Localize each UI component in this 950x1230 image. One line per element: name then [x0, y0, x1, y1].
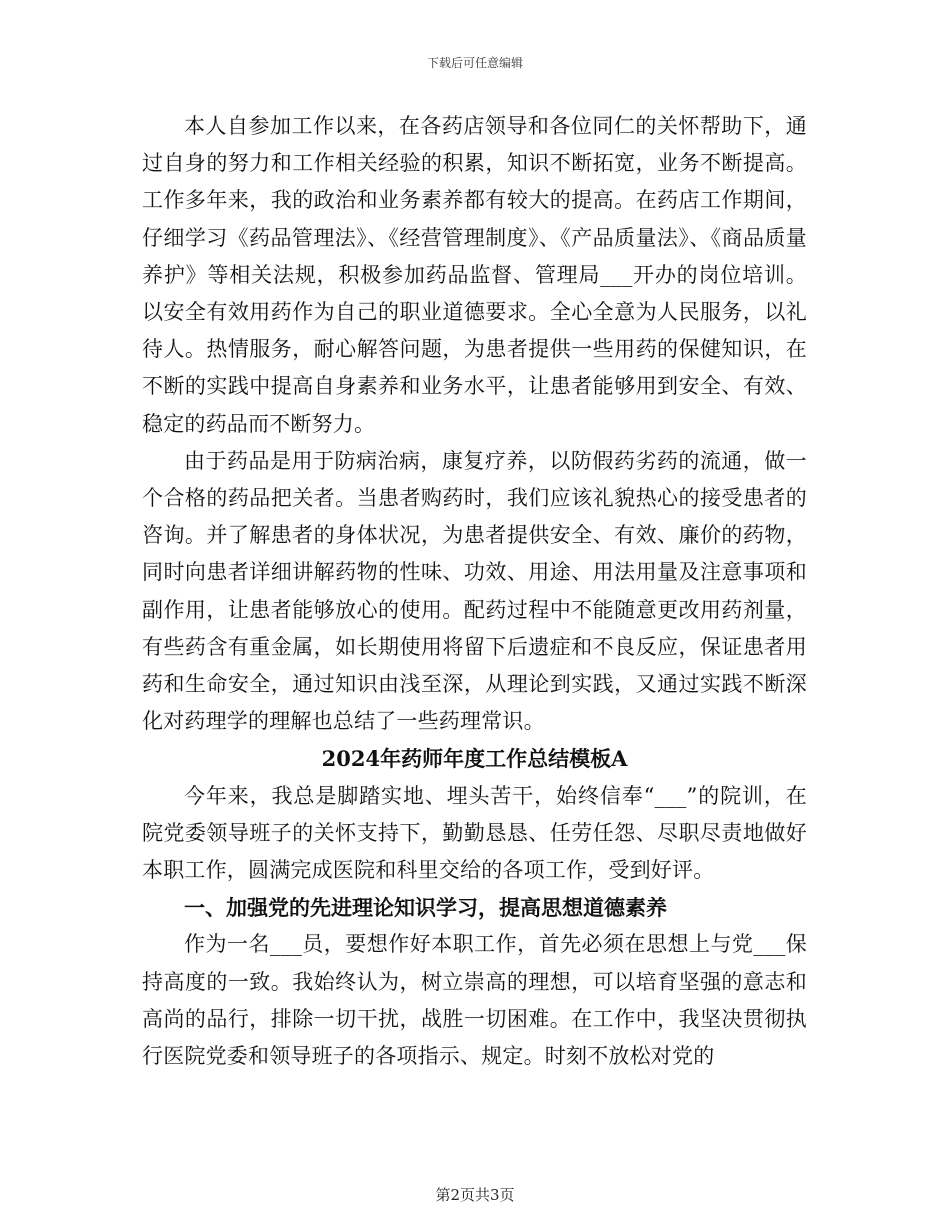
page-header-note: 下载后可任意编辑 — [426, 56, 523, 70]
paragraph-1: 本人自参加工作以来，在各药店领导和各位同仁的关怀帮助下，通过自身的努力和工作相关经验的积累，知识不断拓宽，业务不断提高。工作多年来，我的政治和业务素养都有较大的提高。在药店工作期间，仔细学习《药品管理法》、《经营管理制度》、《产品质量法》、《商品质量养护》等相关法规，积极参加药品监督、管理局___开办的岗位培训。以安全有效用药作为自己的职业道德要求。全心全意为人民服务，以礼待人。热情服务，耐心解答问题，为患者提供一些用药的保健知识，在不断的实践中提高自身素养和业务水平，让患者能够用到安全、有效、稳定的药品而不断努力。 — [142, 114, 807, 436]
document-title: 2024年药师年度工作总结模板A — [321, 746, 628, 772]
section-heading-1: 一、加强党的先进理论知识学习，提高思想道德素养 — [184, 895, 667, 921]
paragraph-4: 作为一名___员，要想作好本职工作，首先必须在思想上与党___保持高度的一致。我始终认为，树立崇高的理想，可以培育坚强的意志和高尚的品行，排除一切干扰，战胜一切困难。在工作中，我坚决贯彻执行医院党委和领导班子的各项指示、规定。时刻不放松对党的 — [142, 932, 807, 1069]
paragraph-3: 今年来，我总是脚踏实地、埋头苦干，始终信奉“___”的院训，在院党委领导班子的关怀支持下，勤勤恳恳、任劳任怨、尽职尽责地做好本职工作，圆满完成医院和科里交给的各项工作，受到好评。 — [142, 783, 807, 883]
paragraph-2: 由于药品是用于防病治病，康复疗养，以防假药劣药的流通，做一个合格的药品把关者。当患者购药时，我们应该礼貌热心的接受患者的咨询。并了解患者的身体状况，为患者提供安全、有效、廉价的药物，同时向患者详细讲解药物的性味、功效、用途、用法用量及注意事项和副作用，让患者能够放心的使用。配药过程中不能随意更改用药剂量，有些药含有重金属，如长期使用将留下后遗症和不良反应，保证患者用药和生命安全，通过知识由浅至深，从理论到实践，又通过实践不断深化对药理学的理解也总结了一些药理常识。 — [142, 448, 807, 734]
page-number: 第2页共3页 — [435, 1186, 515, 1204]
document-body — [142, 108, 807, 1075]
